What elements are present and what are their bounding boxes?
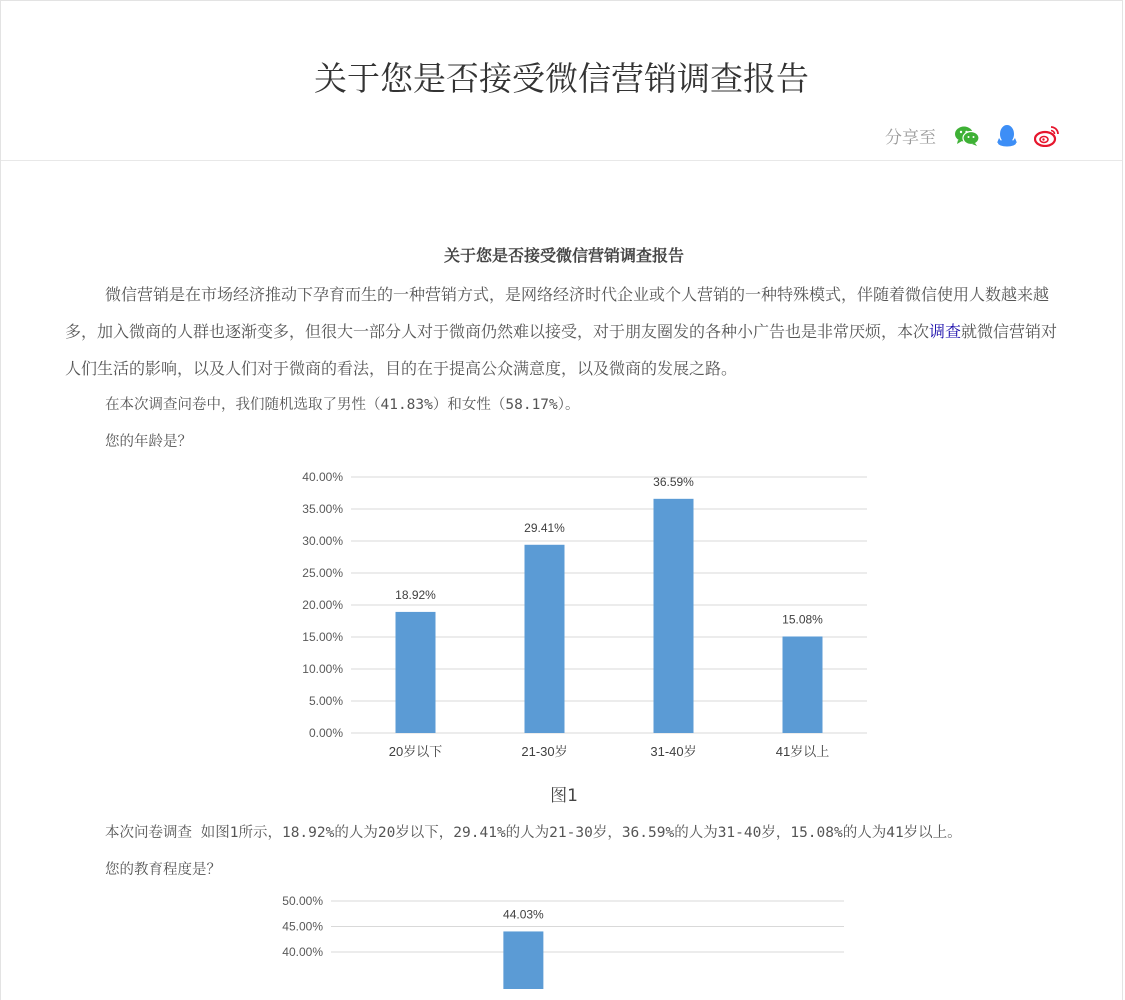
- y-tick-label: 25.00%: [302, 566, 343, 580]
- age-summary-paragraph: 本次问卷调查 如图1所示，18.92%的人为20岁以下，29.41%的人为21-30岁，36.59%的人为31-40岁，15.08%的人为41岁以上。: [105, 825, 962, 841]
- data-label: 18.92%: [395, 587, 436, 602]
- y-tick-label: 20.00%: [302, 598, 343, 612]
- x-tick-label: 31-40岁: [650, 744, 697, 759]
- data-label: 15.08%: [782, 612, 823, 627]
- article-title: 关于您是否接受微信营销调查报告: [443, 246, 684, 265]
- qq-icon[interactable]: [996, 124, 1018, 148]
- share-bar: [885, 123, 1060, 148]
- y-tick-label: 10.00%: [302, 662, 343, 676]
- y-tick-label: 40.00%: [302, 470, 343, 484]
- data-label: 36.59%: [653, 474, 694, 489]
- intro-text-2: 就微信营销对人们生活的影响，以及人们对于微商的看法，目的在于提高公众满意度，以及微商的发展之路。: [65, 322, 1058, 378]
- bar: [654, 499, 694, 733]
- wechat-icon[interactable]: [954, 125, 980, 147]
- y-tick-label: 50.00%: [282, 894, 323, 908]
- article-header: [1, 1, 1122, 161]
- y-tick-label: 45.00%: [282, 919, 323, 934]
- figure-caption: 图1: [550, 786, 578, 806]
- share-label: 分享至: [885, 128, 936, 148]
- x-tick-label: 20岁以下: [388, 744, 443, 759]
- data-label: 29.41%: [524, 520, 565, 535]
- education-chart: [65, 889, 1063, 989]
- weibo-icon[interactable]: [1034, 125, 1060, 147]
- y-tick-label: 15.00%: [302, 630, 343, 644]
- y-tick-label: 40.00%: [282, 945, 323, 959]
- age-chart: [65, 461, 1063, 781]
- education-question: 您的教育程度是？: [105, 862, 221, 878]
- intro-text-1: 微信营销是在市场经济推动下孕育而生的一种营销方式，是网络经济时代企业或个人营销的一种特殊模式，伴随着微信使用人数越来越多，加入微商的人群也逐渐变多，但很大一部分人对于微商仍然难以接受，对于朋友圈发的各种小广告也是非常厌烦，本次: [65, 285, 1050, 341]
- article-body: [65, 236, 1063, 989]
- gender-paragraph: 在本次调查问卷中，我们随机选取了男性（41.83%）和女性（58.17%）。: [105, 397, 580, 413]
- page-title: 关于您是否接受微信营销调查报告: [314, 59, 809, 98]
- age-bar-chart: [65, 461, 1063, 781]
- x-tick-label: 41岁以上: [775, 744, 830, 759]
- bar: [525, 545, 565, 733]
- bar: [503, 931, 543, 989]
- y-tick-label: 0.00%: [308, 726, 343, 740]
- survey-link[interactable]: 调查: [929, 322, 962, 341]
- y-tick-label: 35.00%: [302, 502, 343, 516]
- y-tick-label: 30.00%: [302, 534, 343, 548]
- data-label: 44.03%: [503, 907, 544, 922]
- x-tick-label: 21-30岁: [521, 744, 568, 759]
- bar: [783, 636, 823, 733]
- bar: [396, 612, 436, 733]
- y-tick-label: 5.00%: [308, 694, 343, 708]
- age-question: 您的年龄是？: [105, 434, 192, 450]
- education-bar-chart: [65, 889, 1063, 989]
- intro-paragraph: [65, 276, 1063, 387]
